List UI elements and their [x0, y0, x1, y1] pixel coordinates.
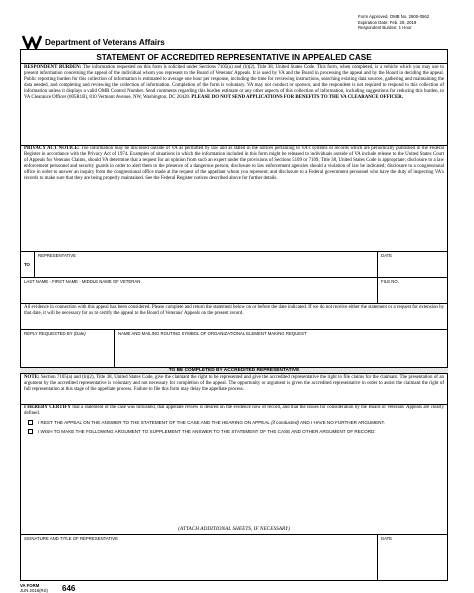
divider	[20, 329, 448, 330]
veteran-name-label: LAST NAME - FIRST NAME - MIDDLE NAME OF VETERAN	[24, 279, 141, 284]
department-name: Department of Veterans Affairs	[45, 38, 165, 47]
divider	[34, 251, 35, 277]
divider	[114, 329, 115, 367]
note-paragraph	[24, 375, 444, 393]
rest-appeal-label: I REST THE APPEAL ON THE ANSWER TO THE STATEMENT OF THE CASE AND THE HEARING ON APPEAL	[38, 420, 270, 425]
rest-appeal-checkbox[interactable]	[28, 420, 33, 425]
reply-requested-label	[24, 331, 86, 336]
privacy-heading: PRIVACY ACT NOTICE:	[24, 146, 80, 151]
note-text: Section 7105(a) and (b)(2), Title 38, United States Code, give the claimant the right to be represented and give the accredited representative the right to file claims for the claimant. The presentation of an argument by the accredited representative is voluntary and not necessary for completion of the appeal. The opportunity or argument is given the accredited representative in order to assist the claimant the right of full representation at this stage of the appellate process. Failure to file this form may delay the appellate process.	[24, 375, 444, 393]
reply-date-field[interactable]	[22, 337, 112, 365]
evidence-note: All evidence in connection with this appeal has been considered. Please complete and return the statement below on or before the date indicated. If we do not receive either the statement or a request for extension by that date, it will be necessary for us to certify the appeal to the Board of Veterans' Appeals on the present record.	[24, 305, 444, 317]
file-no-label: FILE NO.	[381, 279, 399, 284]
name-mailing-label: NAME AND MAILING ROUTING SYMBOL OF ORGANIZATIONAL ELEMENT MAKING REQUEST	[118, 331, 307, 336]
note-heading: NOTE:	[24, 375, 40, 380]
form-revision: JUN 2016(RS)	[20, 588, 48, 593]
respondent-burden-heading: RESPONDENT BURDEN:	[24, 65, 82, 70]
respondent-burden-text: The information requested on this form is solicited under Sections 7105(a) and (b)(2), Title 38, United States Code. This form, when completed, is a vehicle which you may use to present information concerning the appeal of the individual whom you represent to the Board of Veterans' Appeals. It is used by VA and the Board in processing the appeal and by the Board in deciding the appeal. Public reporting burden for this collection of information is estimated to average one hour per response, including the time for reviewing instructions, searching existing data sources, gathering and maintaining the data needed, and completing and reviewing the collection of information. Completion of the form is voluntary. VA may not conduct or sponsor, and the respondent is not required to respond to this collection of information unless it displays a valid OMB Control Number. Send comments regarding this burden estimate or any other aspects of this collection of information, including suggestions for reducing this burden, to VA Clearance Officer (005R1B), 810 Vermont Avenue, NW, Washington, DC 20420.	[24, 65, 444, 101]
form-title: STATEMENT OF ACCREDITED REPRESENTATIVE IN APPEALED CASE	[96, 53, 372, 62]
representative-field[interactable]	[36, 259, 374, 275]
divider	[20, 277, 448, 278]
privacy-act-paragraph	[24, 146, 444, 183]
date-label: DATE	[381, 253, 393, 258]
rest-appeal-option	[38, 420, 385, 425]
date-field[interactable]	[379, 259, 445, 275]
divider	[20, 303, 448, 304]
representative-label: REPRESENTATIVE	[38, 253, 77, 258]
attach-sheets-note: (ATTACH ADDITIONAL SHEETS, IF NECESSARY)	[178, 526, 290, 532]
va-form-label: VA FORM	[20, 583, 40, 588]
respondent-burden-paragraph	[24, 65, 444, 102]
argument-label: I WISH TO MAKE THE FOLLOWING ARGUMENT TO SUPPLEMENT THE ANSWER TO THE STATEMENT OF THE CASE AND OTHER ARGUMENT OF RECORD:	[38, 429, 376, 434]
reply-requested-hint: (Date)	[73, 331, 86, 336]
divider	[20, 251, 448, 252]
va-logo-icon	[22, 34, 42, 50]
omb-expiration: Expiration Date: Feb. 28, 2019	[358, 19, 417, 25]
omb-info	[358, 14, 429, 31]
mailing-routing-field[interactable]	[116, 337, 446, 365]
omb-number: Form Approved, OMB No. 2900-0562	[358, 14, 430, 19]
certify-paragraph	[24, 405, 444, 417]
signature-date-field[interactable]	[379, 542, 445, 579]
signature-field[interactable]	[22, 542, 374, 579]
form-number: 646	[62, 584, 76, 593]
divider	[20, 63, 448, 64]
file-no-field[interactable]	[379, 285, 445, 301]
rest-appeal-tail: AND I HAVE NO FURTHER ARGUMENT.	[299, 420, 386, 425]
section-header: TO BE COMPLETED BY ACCREDITED REPRESENTATIVE	[20, 367, 448, 374]
signature-label: SIGNATURE AND TITLE OF REPRESENTATIVE	[24, 536, 118, 541]
rest-appeal-hint: (if conducted)	[271, 420, 299, 425]
argument-checkbox[interactable]	[28, 429, 33, 434]
respondent-burden-bold-tail: PLEASE DO NOT SEND APPLICATIONS FOR BENEFITS TO THE VA CLEARANCE OFFICER.	[191, 95, 404, 101]
veteran-name-field[interactable]	[22, 285, 374, 301]
divider	[20, 534, 448, 535]
argument-textarea[interactable]	[24, 437, 444, 523]
signature-date-label: DATE	[381, 536, 393, 541]
certify-text: that a statement of the case was furnished, that appellate review is desired on the evidence now of record, and that the issues for consideration by the Board of Veterans' Appeals are clearly defined.	[24, 405, 444, 417]
to-label: TO	[24, 262, 30, 267]
omb-burden: Respondent Burden: 1 Hour	[358, 25, 412, 31]
divider	[377, 534, 378, 581]
reply-requested-text: REPLY REQUESTED BY	[24, 331, 73, 336]
certify-heading: I HEREBY CERTIFY	[24, 405, 71, 410]
privacy-text: The information may be disclosed outside of VA as permitted by law and as stated in the notices pertaining to VA's systems of records which are periodically published in the Federal Register in accordance with the Privacy Act of 1974. Examples of situations in which the information included in this form might be released to individuals outside of VA include release to the United States Court of Appeals for Veterans Claims, should VA determine that a request for an opinion from such an expert under the provisions of Sections 5109 or 7109, Title 38, United States Code is appropriate; disclosure to a law enforcement personnel and security guards in order to alert them to the presence of a dangerous person; disclosure to law enforcement agencies should a violation of law be indicated; disclosure to a congressional office in order to answer an inquiry from the congressional office made at the request of the appellant whom you represent; and disclosure to a Federal government personnel who have the duty of inspecting VA's records to make sure that they are being properly maintained. See the Federal Register notices described above for further details.	[24, 146, 444, 182]
